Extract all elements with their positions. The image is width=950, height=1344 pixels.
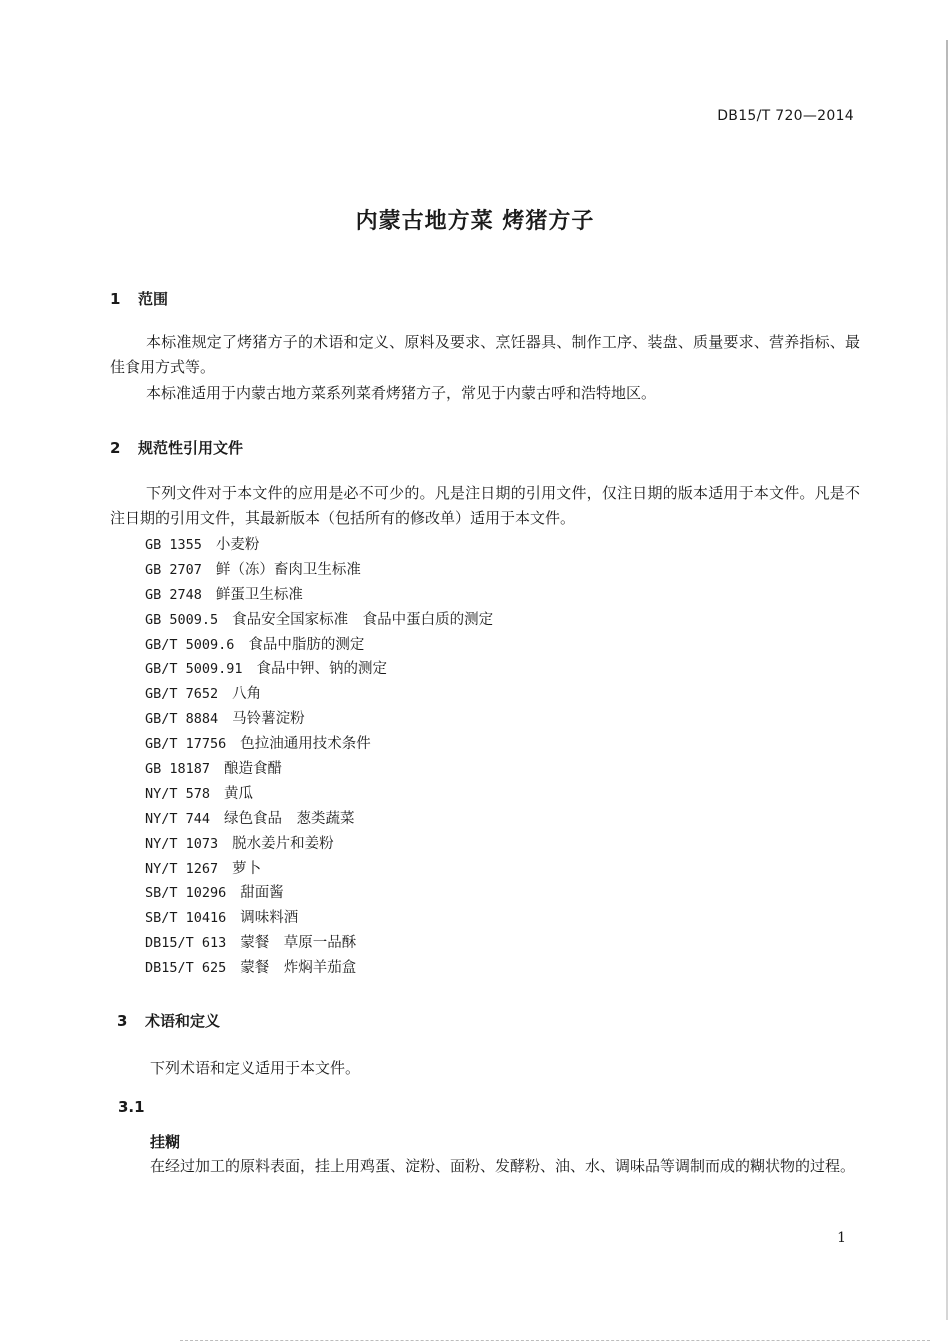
scan-edge-line [946,40,948,1320]
section-number: 3 [117,1012,128,1030]
section-heading-terms [117,1010,220,1031]
term-name: 挂糊 [150,1133,181,1151]
reference-item: GB/T 8884 马铃薯淀粉 [145,711,305,728]
term-number: 3.1 [118,1098,145,1116]
section-number: 1 [110,290,121,308]
section-heading-normative [110,437,243,458]
scope-paragraph-2: 本标准适用于内蒙古地方菜系列菜肴烤猪方子，常见于内蒙古呼和浩特地区。 [146,384,657,402]
document-title: 内蒙古地方菜 烤猪方子 [355,209,595,234]
standard-code: DB15/T 720—2014 [717,108,854,124]
section-heading-scope [110,288,168,309]
term-definition: 在经过加工的原料表面，挂上用鸡蛋、淀粉、面粉、发酵粉、油、水、调味品等调制而成的糊状物的过程。 [150,1157,856,1175]
reference-item: GB/T 5009.6 食品中脂肪的测定 [145,636,365,653]
reference-item: GB 18187 酿造食醋 [145,761,283,778]
page-number: 1 [837,1230,846,1246]
reference-item: NY/T 578 黄瓜 [145,785,254,802]
reference-item: GB/T 7652 八角 [145,686,262,703]
reference-item: NY/T 1073 脱水姜片和姜粉 [145,835,334,852]
reference-list [145,533,493,981]
normative-intro: 下列文件对于本文件的应用是必不可少的。凡是注日期的引用文件，仅注日期的版本适用于本文件。凡是不注日期的引用文件，其最新版本（包括所有的修改单）适用于本文件。 [110,484,860,527]
reference-item: GB 2707 鲜（冻）畜肉卫生标准 [145,561,361,578]
reference-item: SB/T 10416 调味料酒 [145,910,299,927]
reference-item: DB15/T 625 蒙餐 炸焖羊茄盒 [145,960,357,977]
scope-paragraph-1: 本标准规定了烤猪方子的术语和定义、原料及要求、烹饪器具、制作工序、装盘、质量要求、营养指标、最佳食用方式等。 [110,333,860,376]
reference-item: SB/T 10296 甜面酱 [145,885,284,902]
section-number: 2 [110,439,121,457]
reference-item: GB/T 5009.91 食品中钾、钠的测定 [145,661,388,678]
reference-item: DB15/T 613 蒙餐 草原一品酥 [145,935,357,952]
reference-item: GB 1355 小麦粉 [145,537,260,553]
reference-item: GB 2748 鲜蛋卫生标准 [145,586,303,603]
section-title: 范围 [138,290,169,308]
section-title: 规范性引用文件 [138,439,244,457]
reference-item: NY/T 1267 萝卜 [145,860,262,877]
scan-bottom-line [180,1340,930,1342]
reference-item: NY/T 744 绿色食品 葱类蔬菜 [145,810,355,827]
terms-intro: 下列术语和定义适用于本文件。 [150,1059,361,1077]
reference-item: GB/T 17756 色拉油通用技术条件 [145,736,371,753]
reference-item: GB 5009.5 食品安全国家标准 食品中蛋白质的测定 [145,611,494,628]
section-title: 术语和定义 [145,1012,221,1030]
